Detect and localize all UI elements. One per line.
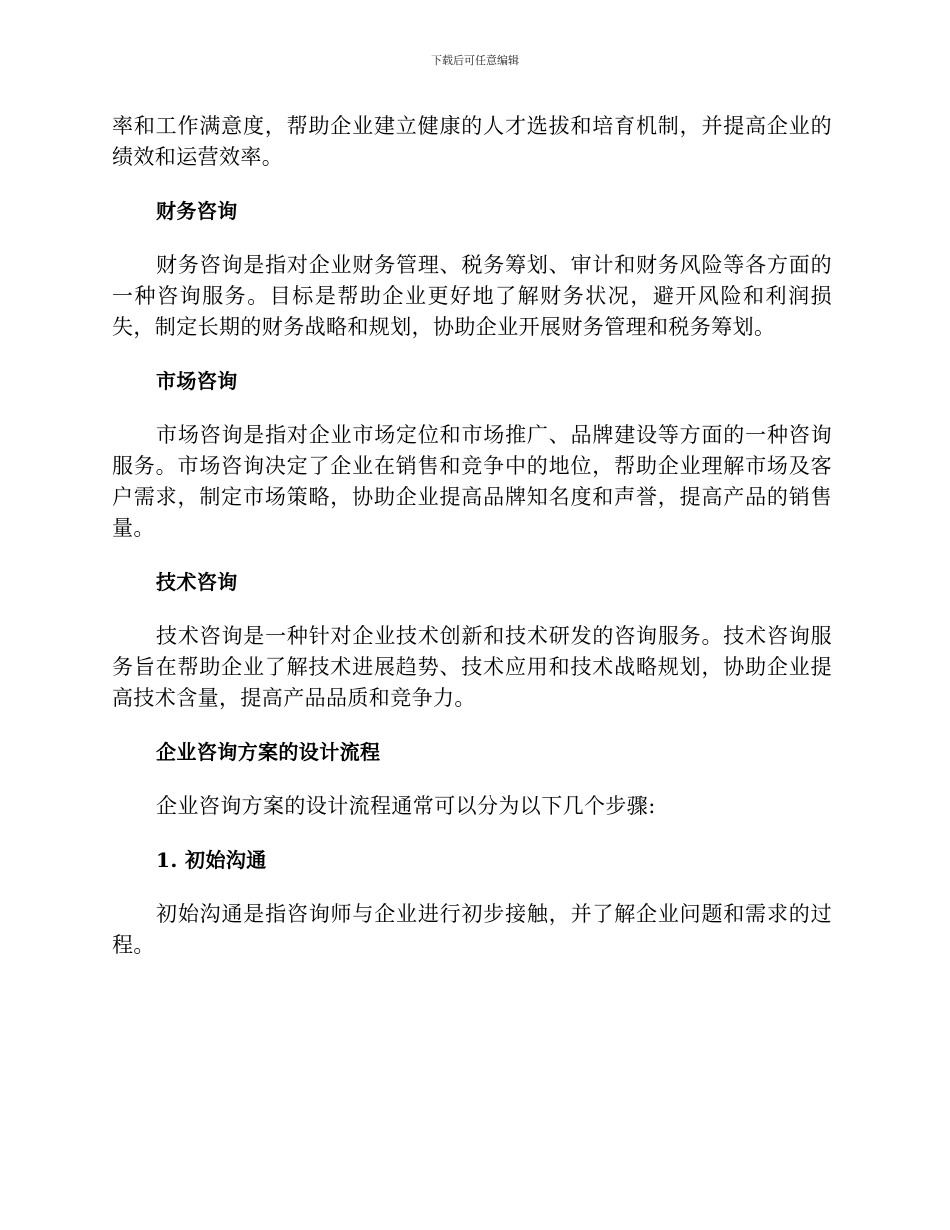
paragraph-intro: 率和工作满意度，帮助企业建立健康的人才选拔和培育机制，并提高企业的绩效和运营效率。 bbox=[112, 114, 832, 169]
heading-market-consulting: 市场咨询 bbox=[156, 369, 238, 393]
heading-step-1: 1. 初始沟通 bbox=[156, 848, 267, 872]
paragraph-financial-consulting: 财务咨询是指对企业财务管理、税务筹划、审计和财务风险等各方面的一种咨询服务。目标是帮助企业更好地了解财务状况，避开风险和利润损失，制定长期的财务战略和规划，协助企业开展财务管理和税务筹划。 bbox=[112, 253, 832, 339]
paragraph-market-consulting: 市场咨询是指对企业市场定位和市场推广、品牌建设等方面的一种咨询服务。市场咨询决定了企业在销售和竞争中的地位，帮助企业理解市场及客户需求，制定市场策略，协助企业提高品牌知名度和声誉，提高产品的销售量。 bbox=[112, 423, 832, 540]
page-header: 下载后可任意编辑 bbox=[431, 54, 519, 67]
heading-design-process: 企业咨询方案的设计流程 bbox=[156, 740, 381, 764]
paragraph-step-1: 初始沟通是指咨询师与企业进行初步接触，并了解企业问题和需求的过程。 bbox=[112, 902, 832, 957]
heading-financial-consulting: 财务咨询 bbox=[156, 199, 238, 223]
paragraph-technical-consulting: 技术咨询是一种针对企业技术创新和技术研发的咨询服务。技术咨询服务旨在帮助企业了解技术进展趋势、技术应用和技术战略规划，协助企业提高技术含量，提高产品品质和竞争力。 bbox=[112, 624, 832, 710]
heading-technical-consulting: 技术咨询 bbox=[156, 570, 238, 594]
document-body bbox=[112, 111, 832, 961]
paragraph-design-process: 企业咨询方案的设计流程通常可以分为以下几个步骤: bbox=[156, 794, 656, 818]
